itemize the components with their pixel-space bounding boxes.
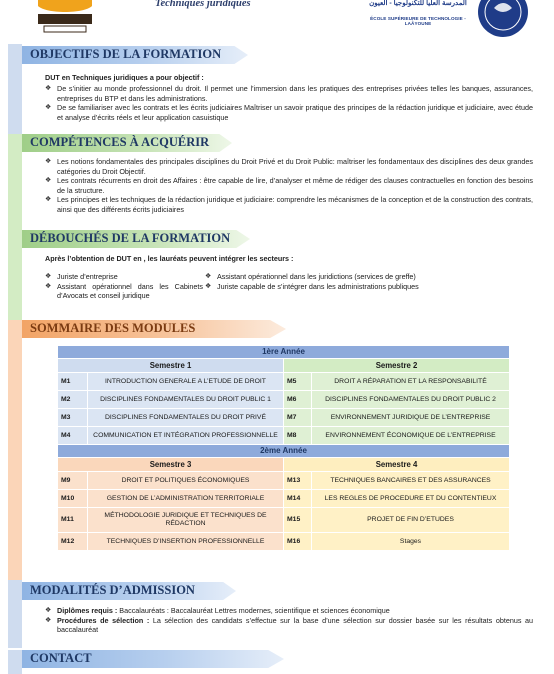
school-name: ÉCOLE SUPÉRIEURE DE TECHNOLOGIE - LAÂYOUNE <box>370 16 466 26</box>
list-item: ❖ Diplômes requis : Baccalauréats : Baccalauréat Lettres modernes, scientifique et sciences économique <box>45 606 390 615</box>
list-item: ❖ Les notions fondamentales des principales disciplines du Droit Privé et du Droit Public: maîtriser les fondamentaux des disciplines des deux grandes catégories du Droit Objectif. <box>45 157 533 176</box>
section-side-bar <box>8 134 22 230</box>
list-item: ❖ Assistant opérationnel dans les juridictions (services de greffe) <box>205 272 416 281</box>
semester-header: Semestre 4 <box>284 458 510 472</box>
diamond-bullet-icon: ❖ <box>45 104 52 112</box>
section-header-competences <box>22 134 232 152</box>
section-side-bar <box>8 44 22 134</box>
list-item: ❖ De s’initier au monde professionnel du droit. Il permet une l’immersion dans les pratiques des entreprises privées telles les banques, assurances, entreprises du BTP et dans les administrations. <box>45 84 533 103</box>
diamond-bullet-icon: ❖ <box>45 177 52 185</box>
diamond-bullet-icon: ❖ <box>45 273 52 280</box>
table-row: M3 DISCIPLINES FONDAMENTALES DU DROIT PRIVÉ M7 ENVIRONNEMENT JURIDIQUE DE L’ENTREPRISE <box>58 409 510 427</box>
section-title: CONTACT <box>30 651 92 665</box>
debouches-lead: Après l’obtention de DUT en , les lauréats peuvent intégrer les secteurs : <box>45 254 294 263</box>
debouches-list-left <box>45 272 203 301</box>
list-item: ❖ Procédures de sélection : La sélection des candidats s’effectue sur la base d’une sélection sur dossier basée sur les résultats obtenus au baccalauréat <box>45 615 534 635</box>
list-item: ❖ Les contrats récurrents en droit des Affaires : être capable de lire, d’analyser et même de rédiger des clauses contractuelles en fonction des besoins de la structure. <box>45 176 533 195</box>
section-header-contact <box>22 650 284 668</box>
section-header-sommaire <box>22 320 286 338</box>
diamond-bullet-icon: ❖ <box>45 607 52 614</box>
list-item: ❖ De se familiariser avec les contrats et les écrits judiciaires Maîtriser un savoir pratique des principes de la rédaction juridique et judiciaire, avec étude et analyse d’écrits réels et leur application casuistique <box>45 103 533 122</box>
university-seal-icon <box>476 0 530 38</box>
section-side-bar <box>8 320 22 580</box>
diamond-bullet-icon: ❖ <box>205 282 212 290</box>
section-title: MODALITÉS D’ADMISSION <box>30 583 195 597</box>
table-row: M12 TECHNIQUES D’INSERTION PROFESSIONNELLE M16 Stages <box>58 533 510 551</box>
program-logo <box>34 0 96 34</box>
table-row: M11 MÉTHODOLOGIE JURIDIQUE ET TECHNIQUES DE RÉDACTION M15 PROJET DE FIN D’ETUDES <box>58 508 510 533</box>
modalites-list <box>45 606 533 635</box>
list-item: ❖ Assistant opérationnel dans les Cabinets d’Avocats et conseil juridique <box>45 281 203 301</box>
modules-table <box>57 345 510 551</box>
table-row: M10 GESTION DE L’ADMINISTRATION TERRITORIALE M14 LES REGLES DE PROCEDURE ET DU CONTENTIEUX <box>58 490 510 508</box>
list-item: ❖ Juriste capable de s’intégrer dans les administrations publiques <box>205 281 419 291</box>
semester-header: Semestre 3 <box>58 458 284 472</box>
semester-header: Semestre 1 <box>58 359 284 373</box>
objectifs-lead: DUT en Techniques juridiques a pour objectif : <box>45 73 204 82</box>
diamond-bullet-icon: ❖ <box>45 85 52 92</box>
section-title: COMPÉTENCES À ACQUÉRIR <box>30 135 210 149</box>
semester-header: Semestre 2 <box>284 359 510 373</box>
program-subtitle: Techniques juridiques <box>155 0 251 9</box>
section-header-objectifs <box>22 46 248 64</box>
section-side-bar <box>8 650 22 674</box>
section-header-modalites <box>22 582 236 600</box>
diamond-bullet-icon: ❖ <box>45 616 52 624</box>
table-row: M9 DROIT ET POLITIQUES ÉCONOMIQUES M13 TECHNIQUES BANCAIRES ET DES ASSURANCES <box>58 472 510 490</box>
objectifs-list <box>45 84 533 122</box>
section-title: DÉBOUCHÉS DE LA FORMATION <box>30 231 231 245</box>
section-header-debouches <box>22 230 250 248</box>
section-side-bar <box>8 230 22 320</box>
list-item: ❖ Les principes et les techniques de la rédaction juridique et judiciaire: comprendre les mécanismes de la conception et de la construction des contrats, ainsi que des différents écrits judiciaires <box>45 195 533 214</box>
list-item: ❖ Juriste d’entreprise <box>45 272 118 281</box>
year-header: 2ème Année <box>58 445 510 458</box>
competences-list <box>45 157 533 215</box>
section-side-bar <box>8 580 22 648</box>
diamond-bullet-icon: ❖ <box>45 282 52 290</box>
diamond-bullet-icon: ❖ <box>45 196 52 204</box>
table-row: M2 DISCIPLINES FONDAMENTALES DU DROIT PUBLIC 1 M6 DISCIPLINES FONDAMENTALES DU DROIT PUBLIC 2 <box>58 391 510 409</box>
school-arabic-name: المدرسة العليا للتكنولوجيا - العيون <box>369 0 467 7</box>
diamond-bullet-icon: ❖ <box>205 273 212 280</box>
year-header: 1ère Année <box>58 346 510 359</box>
debouches-list-right <box>205 272 435 291</box>
table-row: M1 INTRODUCTION GENERALE A L’ETUDE DE DROIT M5 DROIT A RÉPARATION ET LA RESPONSABILITÉ <box>58 373 510 391</box>
table-row: M4 COMMUNICATION ET INTÉGRATION PROFESSIONNELLE M8 ENVIRONNEMENT ÉCONOMIQUE DE L’ENTREPRISE <box>58 427 510 445</box>
section-title: OBJECTIFS DE LA FORMATION <box>30 47 222 61</box>
section-title: SOMMAIRE DES MODULES <box>30 321 196 335</box>
diamond-bullet-icon: ❖ <box>45 158 52 165</box>
school-logo <box>362 0 474 34</box>
